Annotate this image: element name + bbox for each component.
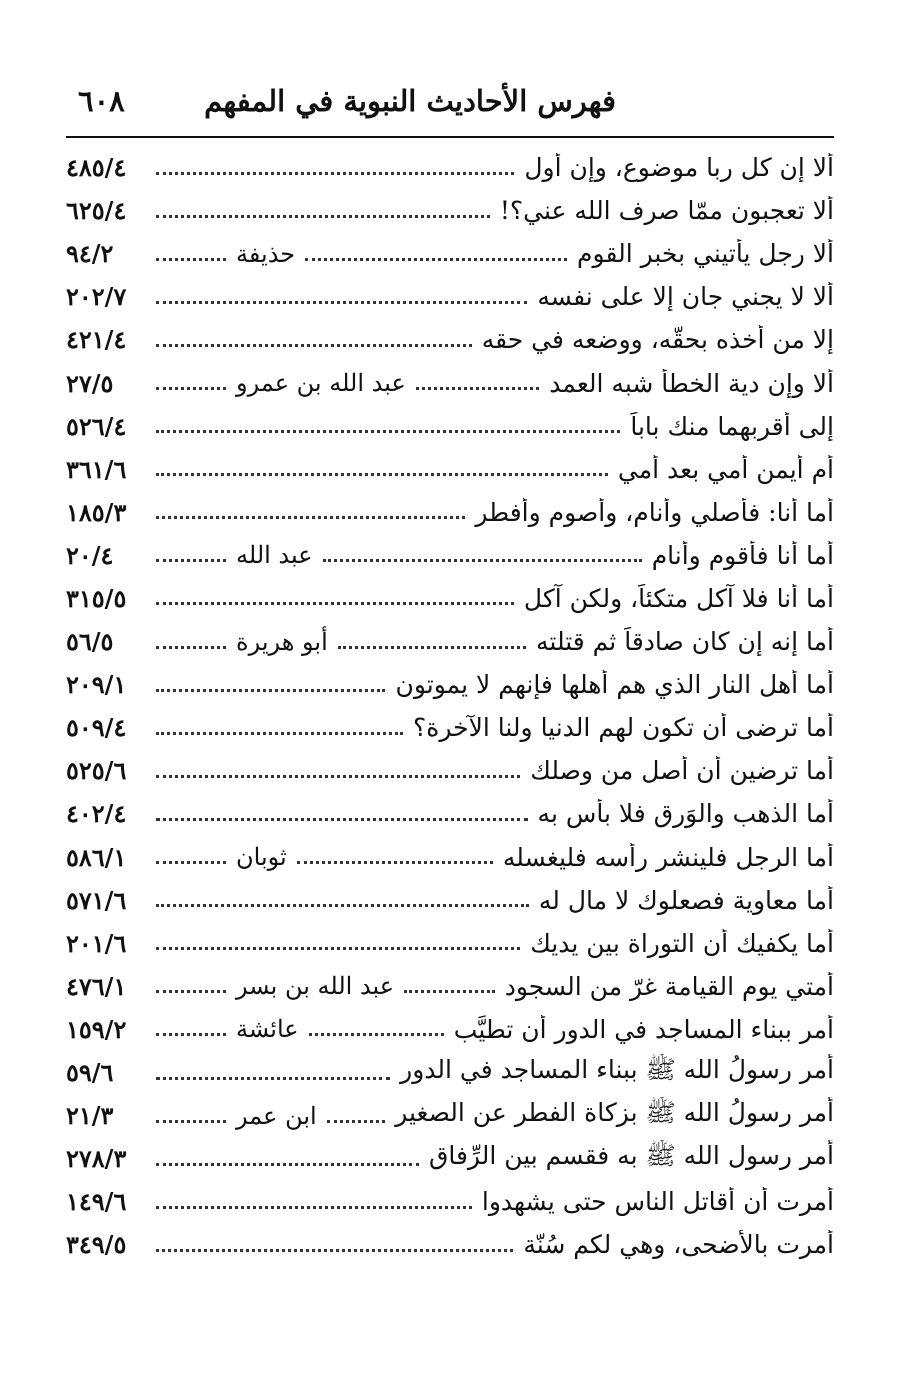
volume-page-reference: ٥٩/٦ <box>66 1058 114 1088</box>
volume-page-reference: ٤٠٢/٤ <box>66 799 127 829</box>
dot-leader <box>156 515 465 519</box>
hadith-text: إلى أقربهما منك باباً <box>630 411 834 441</box>
hadith-text: ألا رجل يأتيني بخبر القوم <box>577 239 834 269</box>
index-entry <box>66 749 834 792</box>
index-entry <box>66 318 834 361</box>
dot-leader <box>338 645 526 649</box>
volume-page-reference: ١٥٩/٢ <box>66 1014 127 1044</box>
index-entry <box>66 232 834 275</box>
hadith-text: أما ترضين أن أصل من وصلك <box>530 756 834 786</box>
hadith-text: أما الذهب والوَرِق فلا بأس به <box>537 799 834 829</box>
volume-page-reference: ٢٧/٥ <box>66 368 114 398</box>
volume-page-reference: ٥٧١/٦ <box>66 885 127 915</box>
dot-leader <box>309 1032 444 1036</box>
hadith-text: ألا تعجبون ممّا صرف الله عني؟! <box>499 196 834 226</box>
index-page <box>66 70 834 1260</box>
index-entry <box>66 792 834 835</box>
dot-leader <box>156 601 514 605</box>
dot-leader <box>156 688 385 692</box>
volume-page-reference: ٣١٥/٥ <box>66 583 127 613</box>
volume-page-reference: ٣٤٩/٥ <box>66 1230 127 1260</box>
page-header <box>66 70 834 132</box>
header-rule <box>66 136 834 138</box>
dot-leader <box>156 1248 513 1252</box>
dot-leader <box>156 645 226 649</box>
dot-leader <box>327 1119 386 1123</box>
hadith-text: أمر ببناء المساجد في الدور أن تطيَّب <box>453 1014 834 1044</box>
dot-leader <box>156 1032 226 1036</box>
index-entry <box>66 534 834 577</box>
index-entry <box>66 965 834 1008</box>
volume-page-reference: ٥٠٩/٤ <box>66 713 127 743</box>
dot-leader <box>156 214 490 218</box>
index-entry <box>66 1008 834 1051</box>
dot-leader <box>156 989 226 993</box>
index-entry <box>66 1051 834 1094</box>
volume-page-reference: ٢٠٢/٧ <box>66 282 127 312</box>
hadith-text: أما معاوية فصعلوك لا مال له <box>538 885 834 915</box>
index-entry <box>66 275 834 318</box>
volume-page-reference: ٢٠٩/١ <box>66 670 127 700</box>
hadith-index-list <box>66 146 834 1266</box>
narrator-name: حذيفة <box>236 239 296 268</box>
dot-leader <box>156 300 527 304</box>
hadith-text: أمتي يوم القيامة غرّ من السجود <box>504 971 834 1001</box>
hadith-text: أمرت بالأضحى، وهي لكم سُنّة <box>523 1230 834 1260</box>
narrator-name: ابن عمر <box>236 1101 317 1130</box>
index-entry <box>66 189 834 232</box>
dot-leader <box>156 343 472 347</box>
dot-leader <box>156 817 528 821</box>
volume-page-reference: ٥٨٦/١ <box>66 842 127 872</box>
hadith-text: أما إنه إن كان صادقاً ثم قتلته <box>536 627 834 657</box>
narrator-name: أبو هريرة <box>236 627 328 656</box>
narrator-name: عبد الله <box>236 541 313 570</box>
dot-leader <box>156 472 608 476</box>
index-entry <box>66 1223 834 1266</box>
volume-page-reference: ٥٢٦/٤ <box>66 411 127 441</box>
volume-page-reference: ١٤٩/٦ <box>66 1187 127 1217</box>
hadith-text: أمر رسولُ الله ﷺ بزكاة الفطر عن الصغير <box>395 1098 834 1128</box>
volume-page-reference: ٥٢٥/٦ <box>66 756 127 786</box>
volume-page-reference: ٢٠١/٦ <box>66 928 127 958</box>
dot-leader <box>156 1205 472 1209</box>
page-number: ٦٠٨ <box>78 84 125 118</box>
dot-leader <box>156 386 226 390</box>
hadith-text: ألا إن كل ربا موضوع، وإن أول <box>524 153 834 183</box>
index-entry <box>66 1180 834 1223</box>
narrator-name: عبد الله بن عمرو <box>236 369 406 398</box>
dot-leader <box>156 946 520 950</box>
volume-page-reference: ٤٢١/٤ <box>66 325 127 355</box>
dot-leader <box>156 1162 419 1166</box>
volume-page-reference: ٦٢٥/٤ <box>66 196 127 226</box>
volume-page-reference: ٩٤/٢ <box>66 239 114 269</box>
hadith-text: أما أهل النار الذي هم أهلها فإنهم لا يموتون <box>395 670 834 700</box>
dot-leader <box>297 860 493 864</box>
index-entry <box>66 663 834 706</box>
dot-leader <box>156 429 620 433</box>
dot-leader <box>305 257 567 261</box>
dot-leader <box>156 731 403 735</box>
dot-leader <box>323 558 642 562</box>
dot-leader <box>156 558 226 562</box>
index-entry <box>66 146 834 189</box>
narrator-name: ثوبان <box>236 843 287 872</box>
hadith-text: أمر رسول الله ﷺ به فقسم بين الرِّفاق <box>428 1141 834 1171</box>
dot-leader <box>156 171 514 175</box>
hadith-text: أمر رسولُ الله ﷺ ببناء المساجد في الدور <box>400 1055 834 1085</box>
dot-leader <box>156 774 520 778</box>
volume-page-reference: ٢٧٨/٣ <box>66 1144 127 1174</box>
index-entry <box>66 620 834 663</box>
index-entry <box>66 491 834 534</box>
hadith-text: ألا لا يجني جان إلا على نفسه <box>537 282 834 312</box>
hadith-text: أما أنا فأقوم وأنام <box>651 540 834 570</box>
index-entry <box>66 1094 834 1137</box>
index-entry <box>66 1137 834 1180</box>
page-title: فهرس الأحاديث النبوية في المفهم <box>204 84 616 118</box>
hadith-text: أما يكفيك أن التوراة بين يديك <box>530 928 834 958</box>
dot-leader <box>156 1119 226 1123</box>
volume-page-reference: ٤٨٥/٤ <box>66 153 127 183</box>
index-entry <box>66 361 834 404</box>
volume-page-reference: ٣٦١/٦ <box>66 454 127 484</box>
volume-page-reference: ٢٠/٤ <box>66 540 114 570</box>
index-entry <box>66 577 834 620</box>
dot-leader <box>156 1076 390 1080</box>
hadith-text: ألا وإن دية الخطأ شبه العمد <box>549 368 834 398</box>
index-entry <box>66 879 834 922</box>
volume-page-reference: ٥٦/٥ <box>66 627 114 657</box>
dot-leader <box>404 989 495 993</box>
hadith-text: أما الرجل فلينشر رأسه فليغسله <box>502 842 834 872</box>
hadith-text: أمرت أن أقاتل الناس حتى يشهدوا <box>481 1187 834 1217</box>
hadith-text: أم أيمن أمي بعد أمي <box>617 454 834 484</box>
volume-page-reference: ٤٧٦/١ <box>66 971 127 1001</box>
dot-leader <box>416 386 539 390</box>
index-entry <box>66 448 834 491</box>
hadith-text: إلا من أخذه بحقّه، ووضعه في حقه <box>481 325 834 355</box>
hadith-text: أما أنا فلا آكل متكئاً، ولكن آكل <box>523 583 834 613</box>
index-entry <box>66 706 834 749</box>
hadith-text: أما ترضى أن تكون لهم الدنيا ولنا الآخرة؟ <box>413 713 834 743</box>
volume-page-reference: ٢١/٣ <box>66 1101 114 1131</box>
dot-leader <box>156 860 226 864</box>
dot-leader <box>156 903 529 907</box>
hadith-text: أما أنا: فأصلي وأنام، وأصوم وأفطر <box>475 497 834 527</box>
index-entry <box>66 836 834 879</box>
index-entry <box>66 405 834 448</box>
narrator-name: عبد الله بن بسر <box>236 972 395 1001</box>
volume-page-reference: ١٨٥/٣ <box>66 497 127 527</box>
index-entry <box>66 922 834 965</box>
dot-leader <box>156 257 226 261</box>
narrator-name: عائشة <box>236 1015 299 1044</box>
